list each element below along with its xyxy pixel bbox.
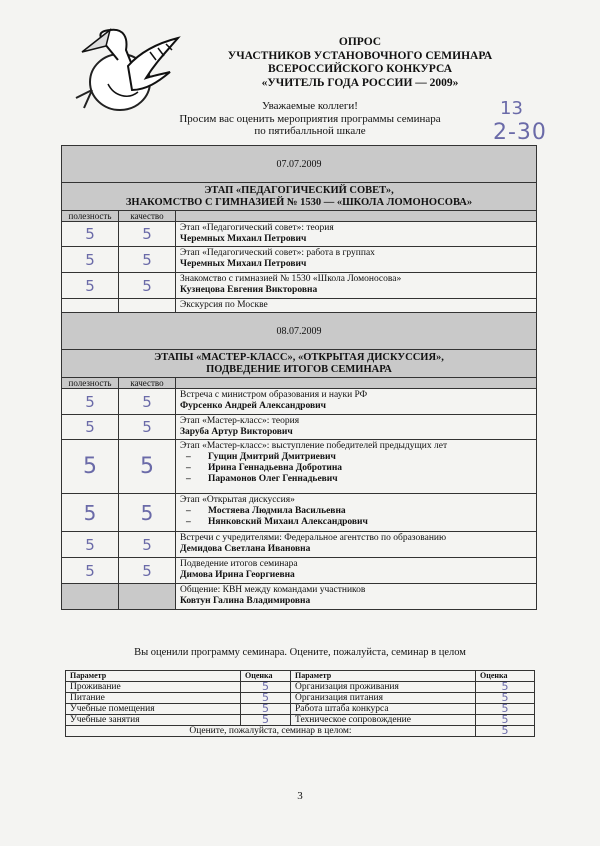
intro-line-1: Просим вас оценить мероприятия программы семинара	[179, 112, 441, 125]
event-title: Подведение итогов семинара	[180, 559, 298, 569]
table-row	[62, 415, 537, 440]
overall-score[interactable]: 5	[476, 726, 535, 737]
param-score[interactable]: 5	[476, 693, 535, 704]
quality-score[interactable]: 5	[119, 389, 176, 415]
day2-stage-title-line-1: ЭТАПЫ «МАСТЕР-КЛАСС», «ОТКРЫТАЯ ДИСКУССИЯ»,	[154, 352, 444, 363]
day1-stage-title-line-2: ЗНАКОМСТВО С ГИМНАЗИЕЙ № 1530 — «ШКОЛА ЛОМОНОСОВА»	[125, 196, 473, 208]
param-score[interactable]: 5	[241, 704, 291, 715]
speaker-item: – Парамонов Олег Геннадьевич	[186, 474, 338, 484]
event-person: Демидова Светлана Ивановна	[180, 544, 311, 554]
day1-date: 07.07.2009	[62, 146, 537, 183]
param-score[interactable]: 5	[241, 682, 291, 693]
param-label: Проживание	[66, 682, 241, 693]
event-title: Встречи с учредителями: Федеральное агентство по образованию	[180, 533, 447, 543]
event-person: Димова Ирина Георгиевна	[180, 570, 295, 580]
event-title: Этап «Мастер-класс»: выступление победителей предыдущих лет	[180, 441, 448, 451]
event-title: Встреча с министром образования и науки РФ	[180, 390, 368, 400]
usefulness-score[interactable]: 5	[62, 415, 119, 440]
table-row	[62, 247, 537, 273]
event-title: Этап «Мастер-класс»: теория	[180, 416, 300, 426]
header-line-1: ОПРОС	[338, 36, 382, 48]
event-title: Общение: КВН между командами участников	[180, 585, 366, 595]
speaker-item: – Ирина Геннадьевна Добротина	[186, 463, 343, 473]
speaker-item: – Мостяева Людмила Васильевна	[186, 506, 346, 516]
header-line-2: УЧАСТНИКОВ УСТАНОВОЧНОГО СЕМИНАРА	[227, 49, 493, 62]
table-row	[62, 299, 537, 313]
param-header: Параметр	[291, 671, 476, 682]
quality-score[interactable]: 5	[119, 558, 176, 584]
table-row	[62, 222, 537, 247]
quality-score[interactable]: 5	[119, 440, 176, 494]
speaker-item: – Гущин Дмитрий Дмитриевич	[186, 452, 336, 462]
column-quality: качество	[119, 211, 176, 222]
event-person: Ковтун Галина Владимировна	[180, 596, 311, 606]
param-label: Организация питания	[291, 693, 476, 704]
param-score[interactable]: 5	[241, 693, 291, 704]
survey-header	[170, 36, 550, 90]
overall-note: Вы оценили программу семинара. Оцените, пожалуйста, семинар в целом	[134, 647, 466, 658]
table-row	[66, 726, 535, 737]
header-line-3: ВСЕРОССИЙСКОГО КОНКУРСА	[267, 63, 453, 75]
event-title: Знакомство с гимназией № 1530 «Школа Ломоносова»	[180, 274, 402, 284]
handwritten-code: 2-30	[493, 120, 547, 145]
param-header: Параметр	[66, 671, 241, 682]
column-usefulness: полезность	[62, 378, 119, 389]
speaker-item: – Нянковский Михаил Александрович	[186, 517, 368, 527]
usefulness-score[interactable]	[62, 584, 119, 610]
param-score[interactable]: 5	[476, 682, 535, 693]
event-person: Черемных Михаил Петрович	[180, 234, 307, 244]
usefulness-score[interactable]: 5	[62, 494, 119, 532]
usefulness-score[interactable]: 5	[62, 222, 119, 247]
column-usefulness: полезность	[62, 211, 119, 222]
table-row	[62, 494, 537, 532]
quality-score[interactable]: 5	[119, 532, 176, 558]
event-title: Экскурсия по Москве	[180, 300, 268, 310]
usefulness-score[interactable]: 5	[62, 389, 119, 415]
quality-score[interactable]	[119, 584, 176, 610]
day1-stage-title-line-1: ЭТАП «ПЕДАГОГИЧЕСКИЙ СОВЕТ»,	[204, 185, 394, 196]
usefulness-score[interactable]: 5	[62, 247, 119, 273]
day2-stage-title-line-2: ПОДВЕДЕНИЕ ИТОГОВ СЕМИНАРА	[206, 363, 392, 375]
table-row	[62, 532, 537, 558]
event-person: Кузнецова Евгения Викторовна	[180, 285, 318, 295]
column-quality: качество	[119, 378, 176, 389]
event-title: Этап «Педагогический совет»: работа в группах	[180, 248, 375, 258]
usefulness-score[interactable]: 5	[62, 440, 119, 494]
quality-score[interactable]: 5	[119, 415, 176, 440]
event-title: Этап «Педагогический совет»: теория	[180, 223, 334, 233]
day2-stage-title	[62, 350, 537, 378]
event-title: Этап «Открытая дискуссия»	[180, 495, 295, 505]
intro-greeting: Уважаемые коллеги!	[262, 100, 358, 112]
quality-score[interactable]: 5	[119, 222, 176, 247]
usefulness-score[interactable]	[62, 299, 119, 313]
seminar-rating-table	[65, 670, 535, 737]
table-row	[62, 389, 537, 415]
table-row	[66, 693, 535, 704]
quality-score[interactable]: 5	[119, 247, 176, 273]
quality-score[interactable]: 5	[119, 273, 176, 299]
score-header: Оценка	[241, 671, 291, 682]
page-number: 3	[297, 790, 303, 802]
header-line-4: «УЧИТЕЛЬ ГОДА РОССИИ — 2009»	[261, 76, 459, 89]
param-label: Питание	[66, 693, 241, 704]
table-row	[66, 682, 535, 693]
intro-text	[150, 100, 470, 138]
param-label: Учебные помещения	[66, 704, 241, 715]
table-row	[62, 440, 537, 494]
param-label: Учебные занятия	[66, 715, 241, 726]
table-row	[62, 584, 537, 610]
param-label: Организация проживания	[291, 682, 476, 693]
usefulness-score[interactable]: 5	[62, 532, 119, 558]
table-row	[66, 715, 535, 726]
param-score[interactable]: 5	[241, 715, 291, 726]
table-row	[66, 704, 535, 715]
day1-stage-title	[62, 183, 537, 211]
intro-line-2: по пятибалльной шкале	[254, 125, 366, 137]
handwritten-number: 13	[500, 98, 523, 119]
param-score[interactable]: 5	[476, 715, 535, 726]
usefulness-score[interactable]: 5	[62, 558, 119, 584]
day2-date: 08.07.2009	[62, 313, 537, 350]
table-row	[62, 273, 537, 299]
table-row	[62, 558, 537, 584]
event-person: Черемных Михаил Петрович	[180, 259, 307, 269]
program-rating-table	[61, 145, 537, 610]
param-label: Работа штаба конкурса	[291, 704, 476, 715]
param-label: Техническое сопровождение	[291, 715, 476, 726]
score-header: Оценка	[476, 671, 535, 682]
event-person: Фурсенко Андрей Александрович	[180, 401, 326, 411]
overall-label: Оцените, пожалуйста, семинар в целом:	[66, 726, 476, 737]
quality-score[interactable]: 5	[119, 494, 176, 532]
quality-score[interactable]	[119, 299, 176, 313]
param-score[interactable]: 5	[476, 704, 535, 715]
event-person: Заруба Артур Викторович	[180, 427, 293, 437]
usefulness-score[interactable]: 5	[62, 273, 119, 299]
